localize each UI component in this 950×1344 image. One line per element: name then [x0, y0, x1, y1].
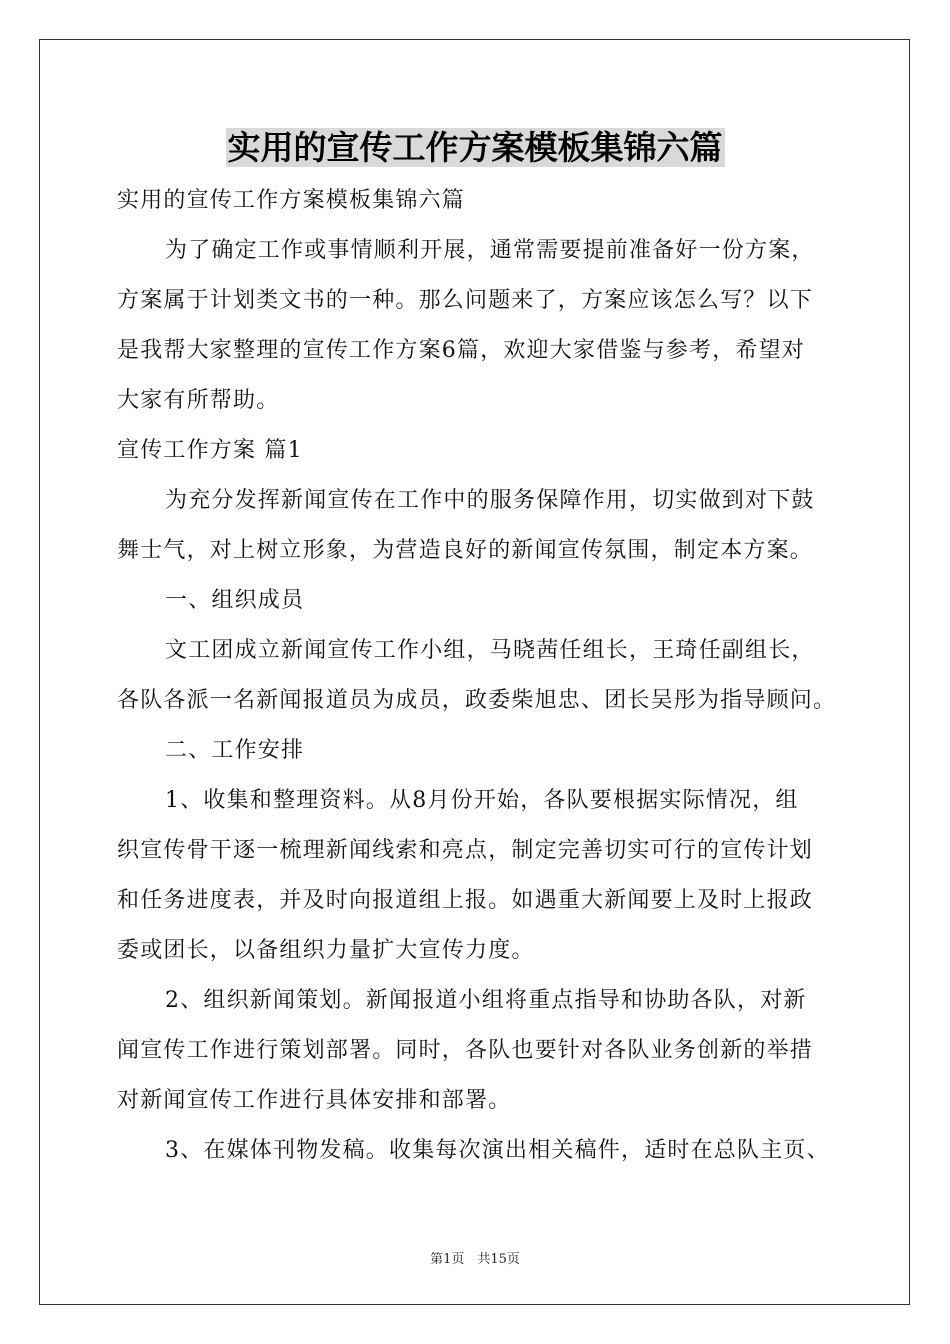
body-line: 和任务进度表，并及时向报道组上报。如遇重大新闻要上及时上报政 [117, 888, 814, 913]
body-line: 3、在媒体刊物发稿。收集每次演出相关稿件，适时在总队主页、 [165, 1138, 830, 1163]
body-line: 对新闻宣传工作进行具体安排和部署。 [117, 1088, 512, 1113]
body-line: 宣传工作方案 篇1 [117, 438, 303, 463]
page-footer: 第1页 共15页 [430, 1252, 520, 1267]
body-line: 舞士气，对上树立形象，为营造良好的新闻宣传氛围，制定本方案。 [117, 538, 814, 563]
body-line: 是我帮大家整理的宣传工作方案6篇，欢迎大家借鉴与参考，希望对 [117, 338, 805, 363]
body-line: 实用的宣传工作方案模板集锦六篇 [117, 188, 466, 213]
document-title-text: 实用的宣传工作方案模板集锦六篇 [227, 128, 723, 167]
body-line: 1、收集和整理资料。从8月份开始，各队要根据实际情况，组 [165, 788, 799, 813]
body-line: 大家有所帮助。 [117, 388, 280, 413]
body-line: 二、工作安排 [165, 738, 305, 763]
body-line: 委或团长，以备组织力量扩大宣传力度。 [117, 938, 535, 963]
body-line: 一、组织成员 [165, 588, 305, 613]
body-line: 2、组织新闻策划。新闻报道小组将重点指导和协助各队，对新 [165, 988, 807, 1013]
body-line: 为了确定工作或事情顺利开展，通常需要提前准备好一份方案， [165, 238, 815, 263]
document-body [117, 176, 837, 1176]
body-line: 织宣传骨干逐一梳理新闻线索和亮点，制定完善切实可行的宣传计划 [117, 838, 814, 863]
body-line: 文工团成立新闻宣传工作小组，马晓茜任组长，王琦任副组长， [165, 638, 815, 663]
body-line: 方案属于计划类文书的一种。那么问题来了，方案应该怎么写？以下 [117, 288, 814, 313]
body-line: 为充分发挥新闻宣传在工作中的服务保障作用，切实做到对下鼓 [165, 488, 815, 513]
body-line: 各队各派一名新闻报道员为成员，政委柴旭忠、团长吴彤为指导顾问。 [117, 688, 837, 713]
document-title [0, 126, 950, 170]
body-line: 闻宣传工作进行策划部署。同时，各队也要针对各队业务创新的举措 [117, 1038, 814, 1063]
